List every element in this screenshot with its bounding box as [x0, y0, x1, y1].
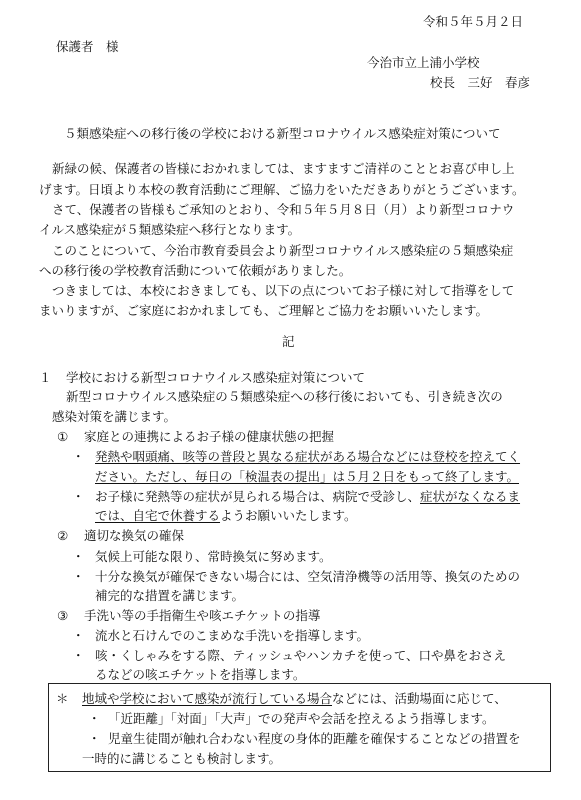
bullet-mark: ・ [72, 549, 85, 564]
intro-line: つきましては、本校におきましても、以下の点についてお子様に対して指導をして [52, 283, 515, 298]
bullet-text: 発熱や咽頭痛、咳等の普段と異なる症状がある場合などには登校を控えてく [95, 449, 521, 464]
school-name: 今治市立上浦小学校 [367, 55, 480, 70]
section-number: １ [39, 370, 52, 385]
note-mark: ＊ [56, 691, 69, 706]
recipient: 保護者 様 [56, 39, 119, 54]
bullet-mark: ・ [72, 628, 85, 643]
intro-line: への移行後の学校教育活動について依頼がありました。 [39, 263, 352, 278]
note-bullet-text: 児童生徒間が触れ合わない程度の身体的距離を確保することなどの措置を [108, 731, 521, 746]
intro-line: げます。日頃より本校の教育活動にご理解、ご協力をいただきありがとうございます。 [39, 182, 525, 197]
bullet-text: 十分な換気が確保できない場合には、空気清浄機等の活用等、換気のための [95, 569, 521, 584]
note-bullet-text: 「近距離」「対面」「大声」での発声や会話を控えるよう指導します。 [108, 711, 495, 726]
intro-line: まいりますが、ご家庭におかれましても、ご理解とご協力をお願いいたします。 [39, 303, 489, 318]
bullet-mark: ・ [88, 731, 101, 746]
ki-marker: 記 [282, 334, 295, 349]
bullet-mark: ・ [72, 648, 85, 663]
bullet-text: ださい。ただし、毎日の「検温表の提出」は５月２日をもって終了します。 [95, 469, 520, 484]
item-heading: 手洗い等の手指衛生や咳エチケットの指導 [84, 608, 321, 623]
bullet-text: 補完的な措置を講じます。 [95, 588, 245, 603]
page-title: ５類感染症への移行後の学校における新型コロナウイルス感染症対策について [64, 126, 501, 141]
bullet-text: お子様に発熱等の症状が見られる場合は、病院で受診し、症状がなくなるま [95, 489, 521, 504]
intro-line: このことについて、今治市教育委員会より新型コロナウイルス感染症の５類感染症 [52, 243, 514, 258]
bullet-mark: ・ [88, 711, 101, 726]
date: 令和５年５月２日 [423, 14, 524, 29]
bullet-text: るなどの咳エチケットを指導します。 [95, 667, 306, 682]
bullet-text: 流水と石けんでのこまめな手洗いを指導します。 [95, 628, 370, 643]
note-bullet-text: 一時的に講じることも検討します。 [82, 751, 282, 766]
bullet-text: 気候上可能な限り、常時換気に努めます。 [95, 549, 332, 564]
intro-line: さて、保護者の皆様もご承知のとおり、令和５年５月８日（月）より新型コロナウ [52, 202, 515, 217]
intro-line: イルス感染症が５類感染症へ移行となります。 [39, 222, 301, 237]
bullet-mark: ・ [72, 489, 85, 504]
principal-name: 校長 三好 春彦 [430, 75, 531, 90]
section-lead: 新型コロナウイルス感染症の５類感染症への移行後においても、引き続き次の [66, 389, 503, 404]
section-lead: 感染対策を講じます。 [52, 409, 177, 424]
item-heading: 家庭との連携によるお子様の健康状態の把握 [84, 429, 335, 444]
bullet-mark: ・ [72, 569, 85, 584]
item-heading: 適切な換気の確保 [84, 528, 185, 543]
bullet-text: 咳・くしゃみをする際、ティッシュやハンカチを使って、口や鼻をおさえ [95, 648, 507, 663]
bullet-mark: ・ [72, 449, 85, 464]
bullet-text: では、自宅で休養するようお願いいたします。 [95, 508, 357, 523]
section-heading: 学校における新型コロナウイルス感染症対策について [66, 370, 366, 385]
note-text: 地域や学校において感染が流行している場合などには、活動場面に応じて、 [82, 691, 507, 706]
item-mark: ② [57, 528, 69, 543]
item-mark: ① [57, 429, 69, 444]
intro-line: 新緑の候、保護者の皆様におかれましては、ますますご清祥のこととお喜び申し上 [52, 161, 515, 176]
item-mark: ③ [57, 608, 69, 623]
